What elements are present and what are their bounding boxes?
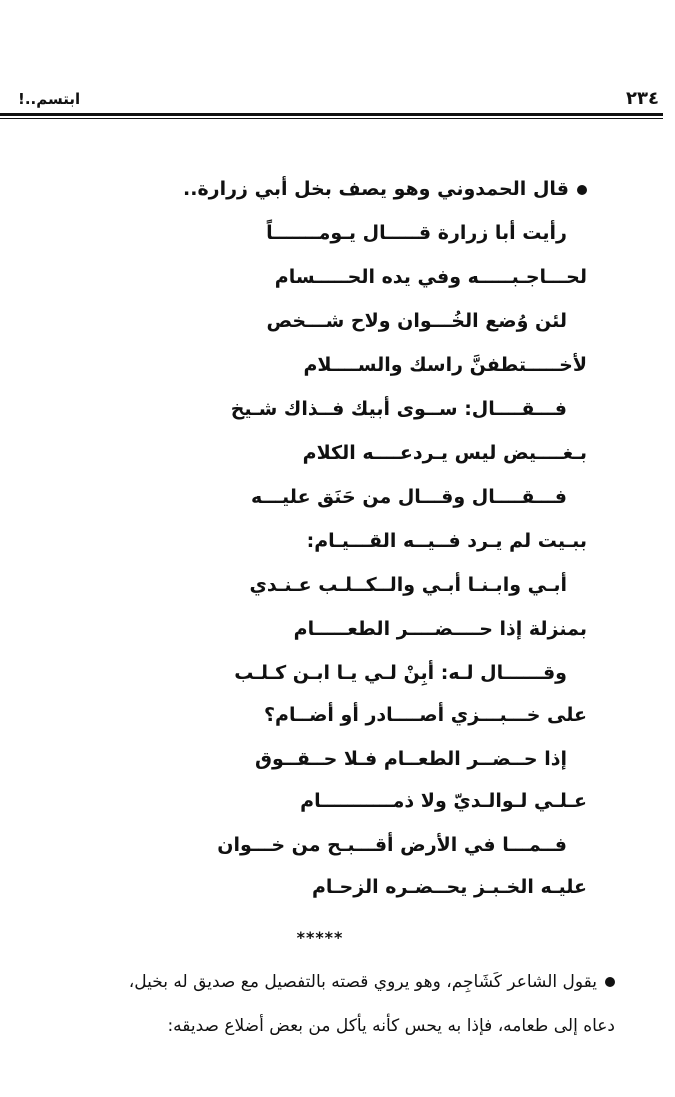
page-header: [14, 88, 663, 114]
verse-line: أبـي وابـنـا أبـي والــكــلـب عـنـدي: [249, 574, 567, 596]
intro-text: قال الحمدوني وهو يصف بخل أبي زرارة..: [183, 178, 569, 200]
verse-line: لحـــاجـبـــــه وفي يده الحـــــسام: [274, 266, 587, 288]
prose-line-1: [129, 972, 615, 992]
verse-line: لأخـــــتطفنَّ راسك والســــلام: [303, 354, 587, 376]
verse-line: لئن وُضع الخُـــوان ولاح شـــخص: [266, 310, 567, 332]
bullet-icon: [605, 977, 615, 987]
verse-line: عـلـي لـوالـديّ ولا ذمـــــــــــام: [300, 790, 587, 812]
header-rule-thick: [0, 113, 663, 116]
verse-line: عليـه الخـبـز يحــضـره الزحـام: [311, 876, 587, 898]
running-title: ابتسم..!: [18, 90, 81, 108]
intro-paragraph: [183, 178, 587, 200]
verse-line: ببـيت لم يـرد فــيــه القـــيـام:: [306, 530, 587, 552]
verse-line: على خـــبـــزي أصــــادر أو أضــام؟: [264, 704, 587, 726]
prose-line-2: دعاه إلى طعامه، فإذا به يحس كأنه يأكل من بعض أضلاع صديقه:: [167, 1016, 615, 1036]
bullet-icon: [577, 185, 587, 195]
verse-line: إذا حــضــر الطعــام فـلا حــقــوق: [255, 748, 567, 770]
verse-line: فـــقــــال وقـــال من حَنَق عليـــه: [251, 486, 567, 508]
verse-line: بـغــــيض ليس يـردعــــه الكلام: [302, 442, 587, 464]
verse-line: فــمـــا في الأرض أقـــبـح من خـــوان: [217, 834, 567, 856]
verse-line: رأيت أبا زرارة قـــــال يـومـــــــاً: [266, 222, 567, 244]
prose-text: يقول الشاعر كَشَاجِم، وهو يروي قصته بالتفصيل مع صديق له بخيل،: [128, 972, 597, 992]
verse-line: فـــقــــال: ســوى أبيك فــذاك شـيخ: [230, 398, 567, 420]
verse-line: بمنزلة إذا حــــضــــر الطعـــــام: [293, 618, 587, 640]
section-separator: *****: [296, 928, 344, 947]
header-rule-thin: [0, 118, 663, 119]
page-number: ٢٣٤: [626, 88, 659, 109]
verse-line: وقــــــال لـه: أبِنْ لـي يـا ابـن كـلـب: [234, 662, 567, 684]
